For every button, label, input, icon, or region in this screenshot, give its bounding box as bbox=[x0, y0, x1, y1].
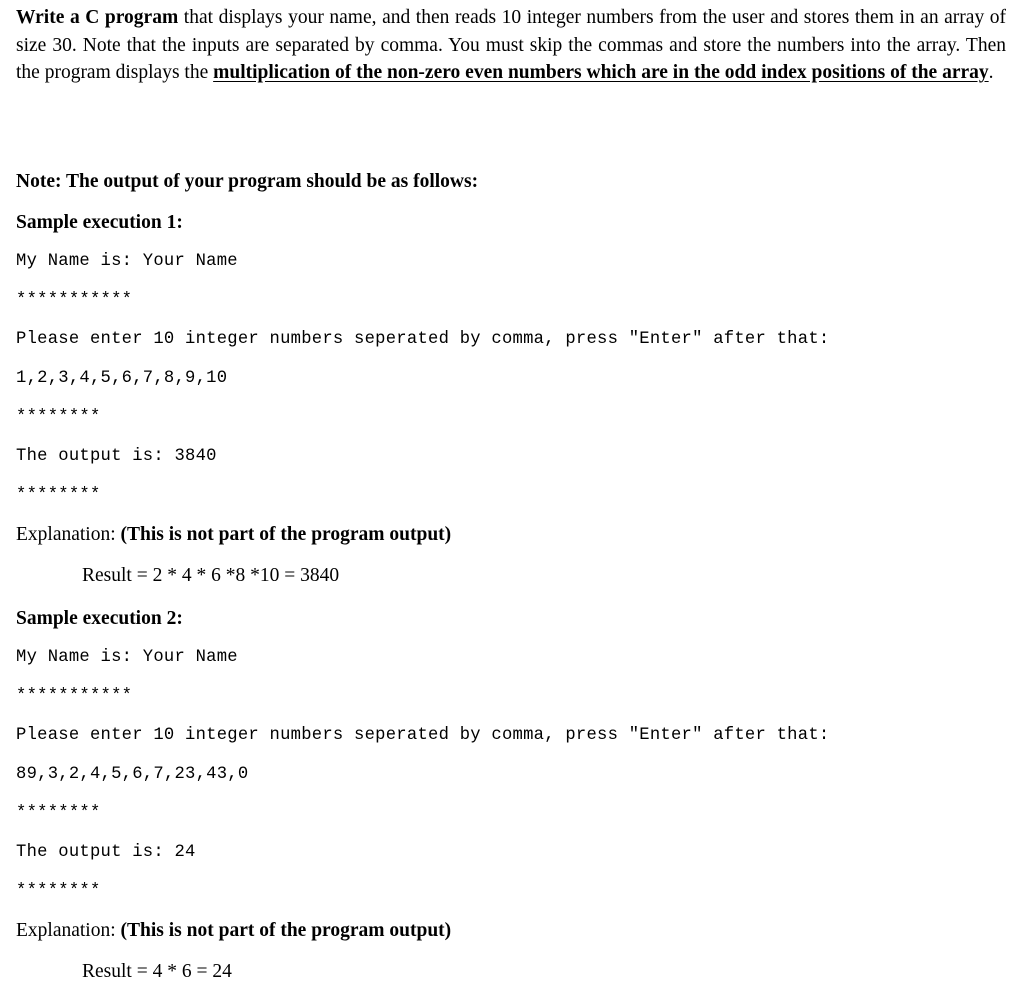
sample-1-input: 1,2,3,4,5,6,7,8,9,10 bbox=[16, 369, 228, 388]
note-text: : The output of your program should be as follows: bbox=[54, 171, 479, 192]
sample-2-prompt: Please enter 10 integer numbers seperated by comma, press "Enter" after that: bbox=[16, 726, 830, 745]
sample-2-result: Result = 4 * 6 = 24 bbox=[82, 961, 232, 982]
sample-1-result: Result = 2 * 4 * 6 *8 *10 = 3840 bbox=[82, 565, 340, 586]
problem-statement-requirement: multiplication of the non-zero even numbers which are in the odd index positions of the array bbox=[213, 62, 989, 83]
assignment-document bbox=[16, 0, 1006, 989]
sample-2-separator-1: ******** bbox=[16, 804, 101, 823]
note-label: Note bbox=[16, 171, 55, 192]
sample-1-prompt: Please enter 10 integer numbers seperated by comma, press "Enter" after that: bbox=[16, 330, 830, 349]
sample-2-heading-text: Sample execution 2: bbox=[16, 608, 183, 629]
sample-2-separator-long: *********** bbox=[16, 687, 133, 706]
sample-1-heading bbox=[16, 213, 183, 233]
sample-1-heading-text: Sample execution 1: bbox=[16, 212, 183, 233]
sample-1-name-line: My Name is: Your Name bbox=[16, 252, 238, 271]
problem-statement-lead: Write a C program bbox=[16, 7, 179, 28]
problem-statement-period: . bbox=[988, 62, 994, 83]
sample-2-explanation-label: Explanation: bbox=[16, 920, 121, 941]
sample-2-input: 89,3,2,4,5,6,7,23,43,0 bbox=[16, 765, 249, 784]
sample-1-separator-long: *********** bbox=[16, 291, 133, 310]
sample-2-explanation bbox=[16, 921, 451, 941]
note-heading bbox=[16, 172, 478, 192]
sample-2-output: The output is: 24 bbox=[16, 843, 196, 862]
sample-1-explanation-label: Explanation: bbox=[16, 524, 121, 545]
sample-1-separator-1: ******** bbox=[16, 408, 101, 427]
sample-2-name-line: My Name is: Your Name bbox=[16, 648, 238, 667]
sample-1-explanation bbox=[16, 525, 451, 545]
sample-2-heading bbox=[16, 609, 183, 629]
sample-1-output: The output is: 3840 bbox=[16, 447, 217, 466]
sample-1-separator-2: ******** bbox=[16, 486, 101, 505]
sample-2-separator-2: ******** bbox=[16, 882, 101, 901]
problem-statement-body: that displays your name, and then reads 10 integer numbers from the user and stores them in an array of size 30. Note that the inputs are separated by comma. You must skip the commas and store the numbers into the array. Then the program displays the bbox=[16, 7, 1007, 83]
sample-2-explanation-note: (This is not part of the program output) bbox=[120, 920, 452, 941]
problem-statement bbox=[16, 4, 1006, 87]
sample-1-explanation-note: (This is not part of the program output) bbox=[120, 524, 452, 545]
